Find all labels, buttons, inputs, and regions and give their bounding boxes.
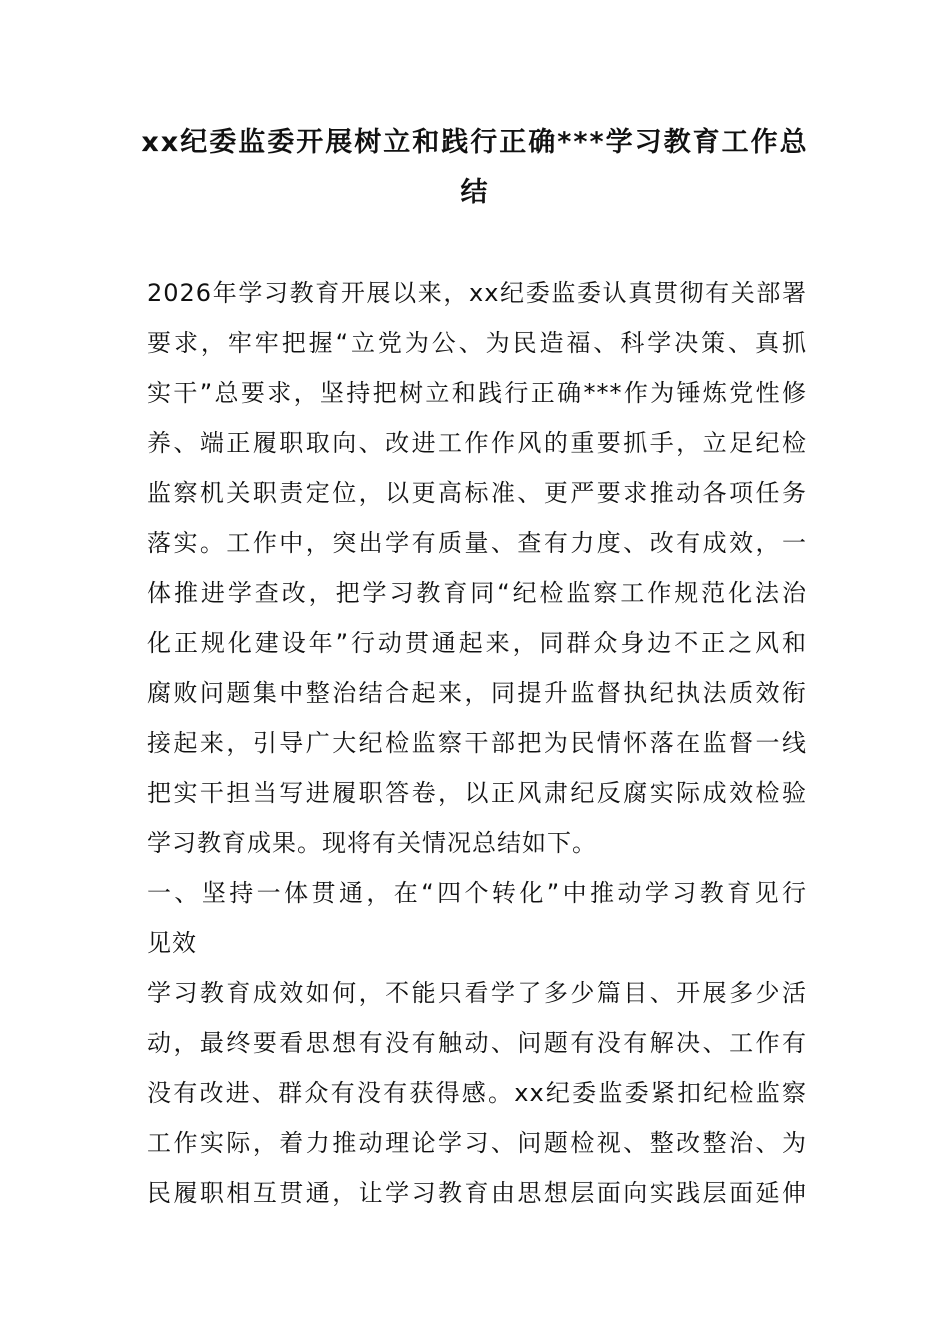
body-line: 学习教育成效如何，不能只看学了多少篇目、开展多少活 — [147, 979, 807, 1007]
title-line-2: 结 — [460, 177, 490, 208]
body-line: 化正规化建设年”行动贯通起来，同群众身边不正之风和 — [147, 629, 807, 657]
body-line: 把实干担当写进履职答卷，以正风肃纪反腐实际成效检验 — [147, 779, 807, 807]
body-line: 接起来，引导广大纪检监察干部把为民情怀落在监督一线 — [147, 729, 807, 757]
section-heading-line: 见效 — [147, 929, 197, 957]
body-line: 实干”总要求，坚持把树立和践行正确***作为锤炼党性修 — [147, 379, 807, 407]
body-line: 养、端正履职取向、改进工作作风的重要抓手，立足纪检 — [147, 429, 807, 457]
body-line: 体推进学查改，把学习教育同“纪检监察工作规范化法治 — [147, 579, 807, 607]
body-line: 学习教育成果。现将有关情况总结如下。 — [147, 829, 597, 857]
section-heading-line: 一、坚持一体贯通，在“四个转化”中推动学习教育见行 — [147, 879, 807, 907]
body-line: 2026年学习教育开展以来，xx纪委监委认真贯彻有关部署 — [147, 279, 807, 307]
body-line: 监察机关职责定位，以更高标准、更严要求推动各项任务 — [147, 479, 807, 507]
body-line: 民履职相互贯通，让学习教育由思想层面向实践层面延伸 — [147, 1179, 807, 1207]
body-line: 没有改进、群众有没有获得感。xx纪委监委紧扣纪检监察 — [147, 1079, 807, 1107]
title-line-1: xx纪委监委开展树立和践行正确***学习教育工作总 — [141, 127, 809, 158]
body-line: 工作实际，着力推动理论学习、问题检视、整改整治、为 — [147, 1129, 807, 1157]
body-line: 腐败问题集中整治结合起来，同提升监督执纪执法质效衔 — [147, 679, 807, 707]
body-line: 落实。工作中，突出学有质量、查有力度、改有成效，一 — [147, 529, 807, 557]
document-title — [120, 118, 830, 218]
body-line: 要求，牢牢把握“立党为公、为民造福、科学决策、真抓 — [147, 329, 807, 357]
body-line: 动，最终要看思想有没有触动、问题有没有解决、工作有 — [147, 1029, 807, 1057]
document-body — [147, 268, 807, 1218]
